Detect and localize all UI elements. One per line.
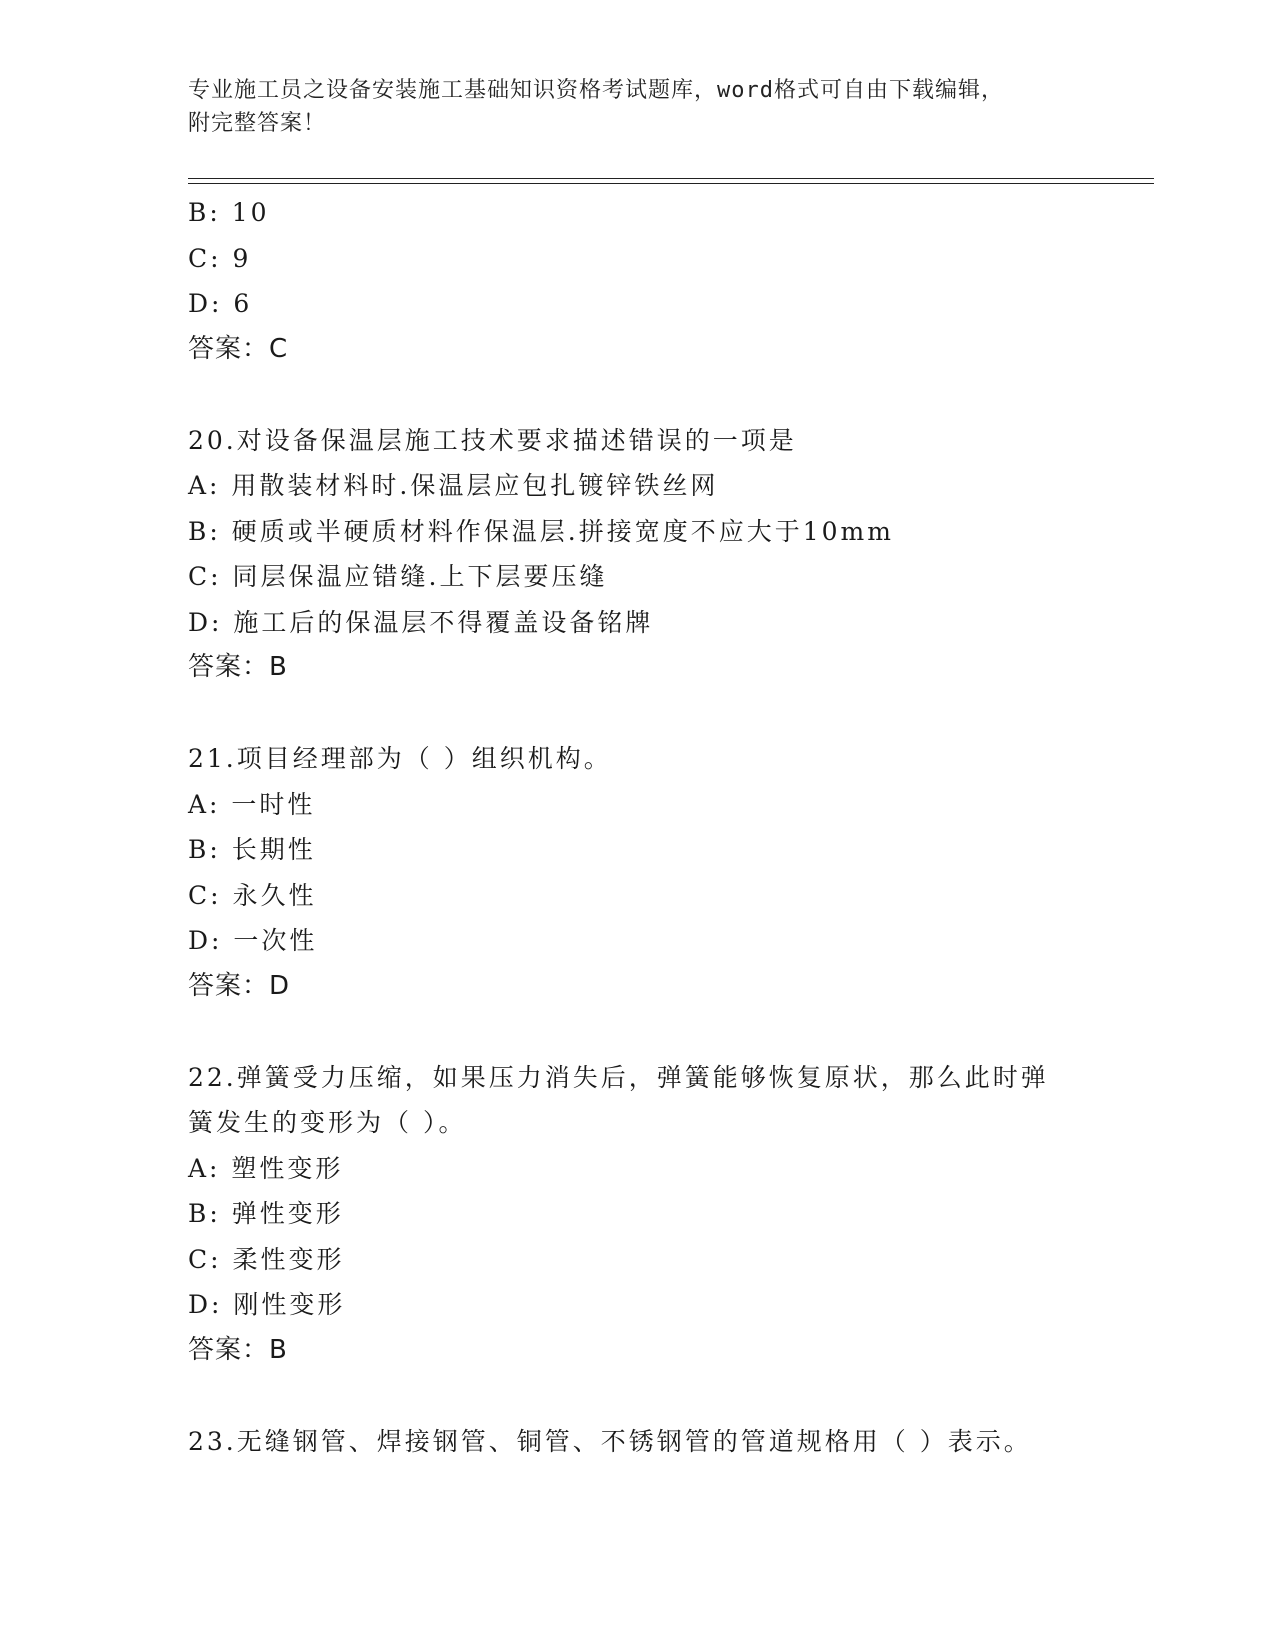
header-line-2: 附完整答案！ xyxy=(188,111,327,136)
answer-line: 答案：B xyxy=(188,1334,288,1365)
question-stem-line-2: 簧发生的变形为（ ）。 xyxy=(188,1108,467,1137)
option-b: B: 长期性 xyxy=(188,835,316,864)
question-stem: 20.对设备保温层施工技术要求描述错误的一项是 xyxy=(188,425,797,455)
option-a: A: 用散装材料时.保温层应包扎镀锌铁丝网 xyxy=(188,471,719,500)
option-c: C: 柔性变形 xyxy=(188,1244,345,1274)
question-block-20 xyxy=(188,418,1158,691)
option-d: D: 一次性 xyxy=(188,926,318,955)
option-a: A: 一时性 xyxy=(188,789,316,819)
question-stem-line-1: 22.弹簧受力压缩，如果压力消失后，弹簧能够恢复原状，那么此时弹 xyxy=(188,1062,1049,1092)
option-b: B: 硬质或半硬质材料作保温层.拼接宽度不应大于10mm xyxy=(188,516,894,546)
option-c: C: 9 xyxy=(188,243,252,273)
spacer xyxy=(188,691,1158,737)
spacer xyxy=(188,1009,1158,1055)
question-block-19 xyxy=(188,190,1158,372)
question-block-22 xyxy=(188,1055,1158,1374)
question-block-21 xyxy=(188,736,1158,1009)
option-d: D: 6 xyxy=(188,289,253,318)
header-divider-top xyxy=(188,178,1154,179)
question-block-23 xyxy=(188,1419,1158,1465)
question-stem: 21.项目经理部为（ ）组织机构。 xyxy=(188,744,612,773)
option-d: D: 施工后的保温层不得覆盖设备铭牌 xyxy=(188,607,654,637)
question-list xyxy=(188,190,1158,1464)
option-b: B: 10 xyxy=(188,198,270,227)
option-c: C: 永久性 xyxy=(188,880,317,910)
option-b: B: 弹性变形 xyxy=(188,1199,344,1228)
answer-line: 答案：C xyxy=(188,333,289,364)
header-divider-bottom xyxy=(188,183,1154,184)
option-c: C: 同层保温应错缝.上下层要压缝 xyxy=(188,562,608,591)
answer-line: 答案：B xyxy=(188,652,288,682)
question-stem: 23.无缝钢管、焊接钢管、铜管、不锈钢管的管道规格用（ ）表示。 xyxy=(188,1426,1032,1456)
header-line-1: 专业施工员之设备安装施工基础知识资格考试题库，word格式可自由下载编辑， xyxy=(188,78,1004,103)
answer-line: 答案：D xyxy=(188,970,291,1001)
option-d: D: 刚性变形 xyxy=(188,1290,346,1319)
spacer xyxy=(188,372,1158,418)
option-a: A: 塑性变形 xyxy=(188,1153,344,1183)
spacer xyxy=(188,1373,1158,1419)
document-header xyxy=(188,74,1068,140)
